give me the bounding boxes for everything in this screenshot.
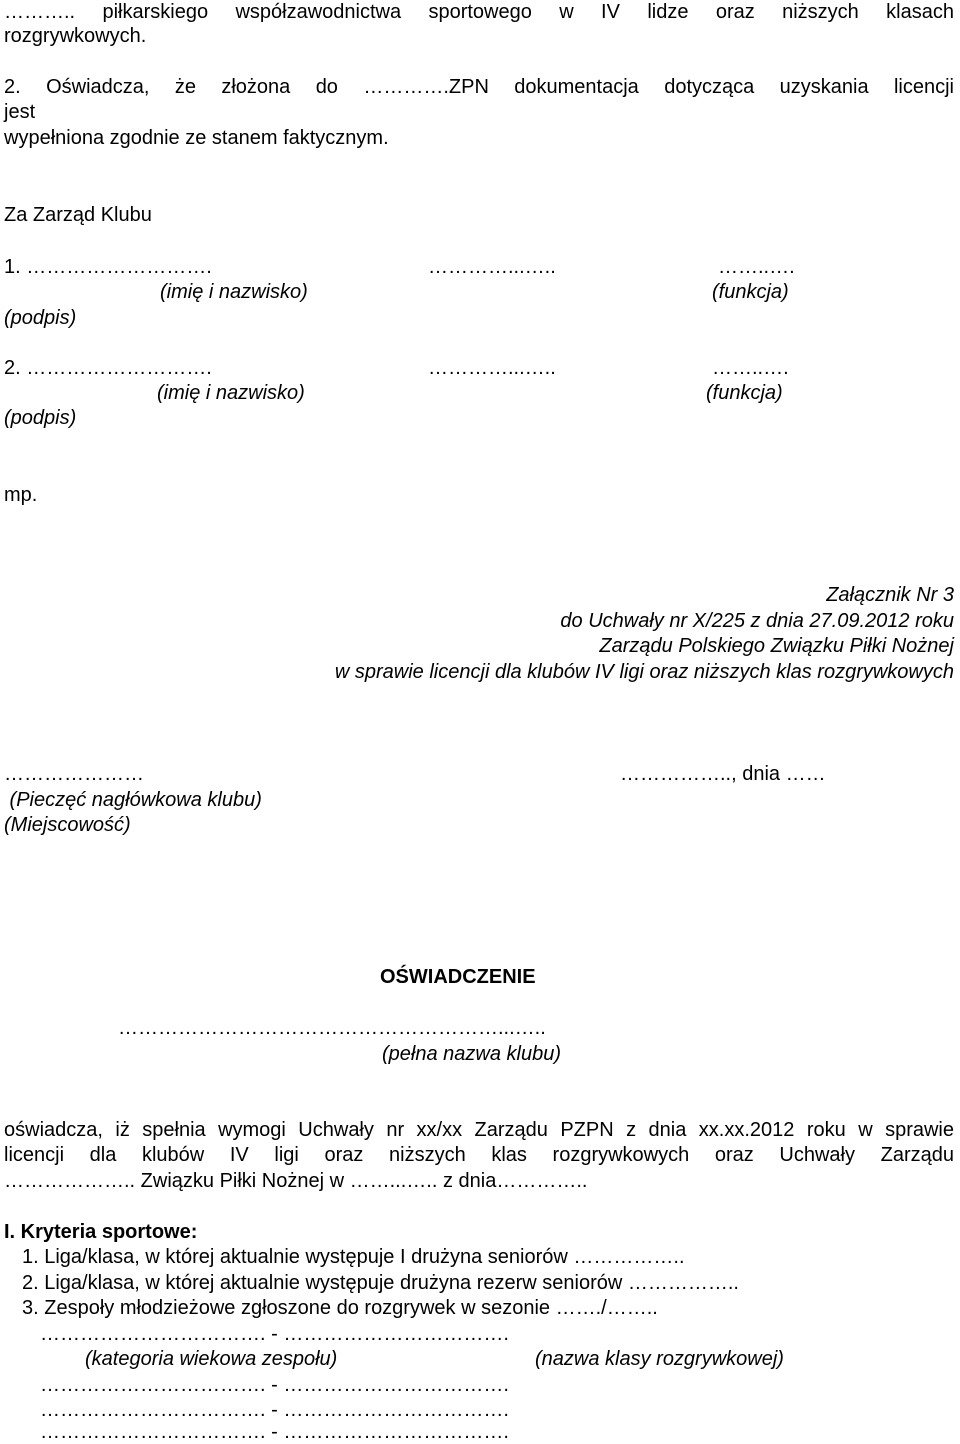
signature-2-name-dots: 2. ………………………. <box>4 357 218 379</box>
signature-2-name-label: (imię i nazwisko) <box>157 382 305 404</box>
signature-1-name-dots: 1. ………………………. <box>4 256 218 278</box>
signature-1-function-label: (funkcja) <box>712 281 789 303</box>
intro-line-1: ……….. piłkarskiego współzawodnictwa sportowego w IV lidze oraz niższych klasach <box>4 1 954 23</box>
declaration-body-line-2: licencji dla klubów IV ligi oraz niższych klas rozgrywkowych oraz Uchwały Zarządu <box>4 1144 954 1166</box>
league-class-label: (nazwa klasy rozgrywkowej) <box>535 1348 784 1370</box>
declaration-title: OŚWIADCZENIE <box>380 966 536 988</box>
club-stamp-dots: ………………… <box>4 763 150 785</box>
team-category-label: (kategoria wiekowa zespołu) <box>85 1348 338 1370</box>
criteria-item-3: 3. Zespoły młodzieżowe zgłoszone do rozgrywek w sezonie ……./…….. <box>22 1297 658 1319</box>
youth-team-row-2: ……………………………. - ……………………………. <box>40 1374 509 1396</box>
signature-1-function-dots: ……..…. <box>718 256 801 278</box>
stamp-label: mp. <box>4 484 38 506</box>
board-heading: Za Zarząd Klubu <box>4 204 152 226</box>
club-name-dots: …………………………………………………...….. <box>118 1017 546 1039</box>
point-2-line-3: wypełniona zgodnie ze stanem faktycznym. <box>4 127 389 149</box>
signature-2-function-label: (funkcja) <box>706 382 783 404</box>
annex-title: Załącznik Nr 3 <box>826 584 954 606</box>
declaration-body-line-3: ……………….. Związku Piłki Nożnej w ……...….. z dnia………….. <box>4 1170 588 1192</box>
signature-1-sign-dots: …………...….. <box>428 256 556 278</box>
intro-line-2: rozgrywkowych. <box>4 25 147 47</box>
point-2-line-2: jest <box>4 101 36 123</box>
club-stamp-label: (Pieczęć nagłówkowa klubu) <box>4 789 262 811</box>
signature-2-function-dots: ……..…. <box>712 357 795 379</box>
criteria-item-2: 2. Liga/klasa, w której aktualnie występuje drużyna rezerw seniorów …………….. <box>22 1272 739 1294</box>
criteria-item-1: 1. Liga/klasa, w której aktualnie występuje I drużyna seniorów …………….. <box>22 1246 685 1268</box>
youth-team-row-3: ……………………………. - ……………………………. <box>40 1399 509 1421</box>
criteria-heading: I. Kryteria sportowe: <box>4 1221 198 1243</box>
place-date-field: …………….., dnia …… <box>620 763 832 785</box>
signature-2-sign-label: (podpis) <box>4 407 77 429</box>
declaration-body-line-1: oświadcza, iż spełnia wymogi Uchwały nr xx/xx Zarządu PZPN z dnia xx.xx.2012 roku w sprawie <box>4 1119 954 1141</box>
point-2-line-1: 2. Oświadcza, że złożona do ………….ZPN dokumentacja dotycząca uzyskania licencji <box>4 76 954 98</box>
youth-team-row-4: ……………………………. - ……………………………. <box>40 1421 509 1443</box>
signature-1-name-label: (imię i nazwisko) <box>160 281 308 303</box>
annex-board: Zarządu Polskiego Związku Piłki Nożnej <box>599 635 954 657</box>
place-label: (Miejscowość) <box>4 814 131 836</box>
annex-resolution: do Uchwały nr X/225 z dnia 27.09.2012 roku <box>560 610 954 632</box>
signature-2-sign-dots: …………...….. <box>428 357 556 379</box>
signature-1-sign-label: (podpis) <box>4 307 77 329</box>
youth-team-row-1: ……………………………. - ……………………………. <box>40 1323 509 1345</box>
club-name-label: (pełna nazwa klubu) <box>382 1043 561 1065</box>
annex-subject: w sprawie licencji dla klubów IV ligi oraz niższych klas rozgrywkowych <box>334 661 954 683</box>
